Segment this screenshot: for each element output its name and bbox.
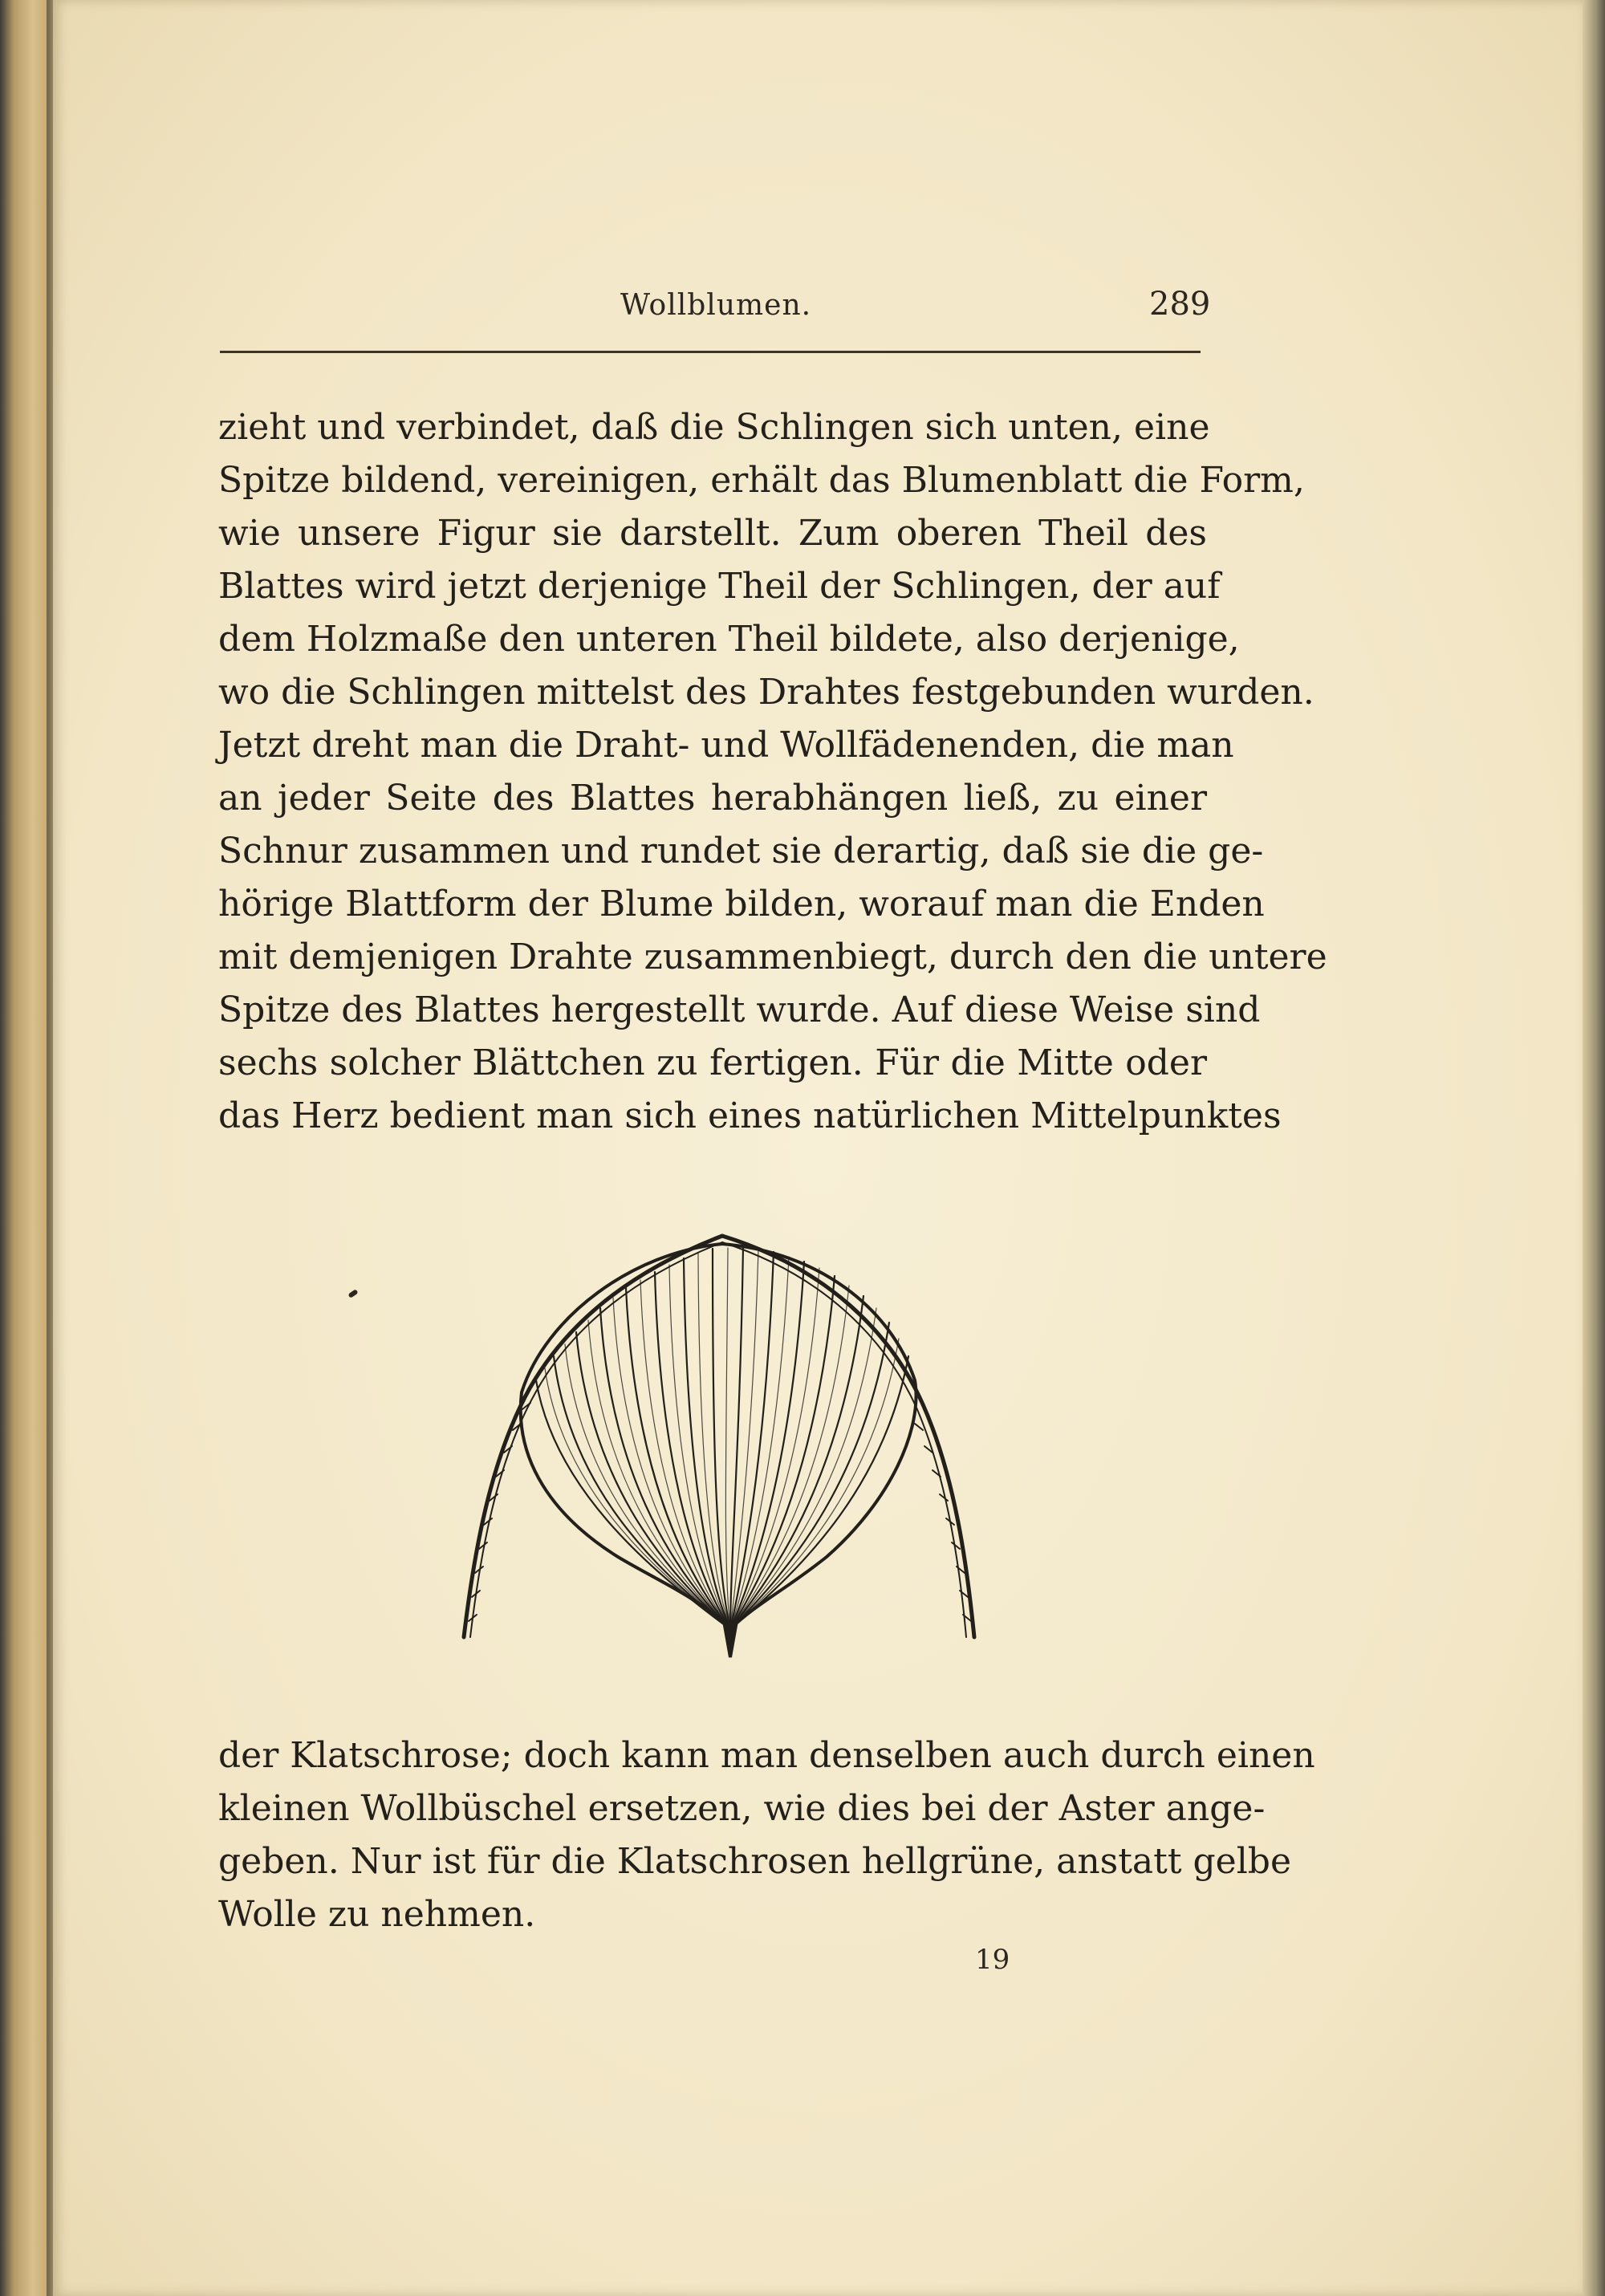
header-rule [220, 351, 1201, 353]
text-line: dem Holzmaße den unteren Theil bildete, also derjenige, [218, 619, 1240, 660]
text-line: Blattes wird jetzt derjenige Theil der Schlingen, der auf [218, 566, 1221, 607]
text-line: wie unsere Figur sie darstellt. Zum oberen Theil des [218, 513, 1207, 554]
running-head [0, 286, 1605, 337]
text-line: Jetzt dreht man die Draht- und Wollfädenenden, die man [218, 725, 1234, 766]
book-page [53, 0, 1583, 2296]
text-line: geben. Nur ist für die Klatschrosen hellgrüne, anstatt gelbe [218, 1841, 1291, 1882]
text-line: wo die Schlingen mittelst des Drahtes festgebunden wurden. [218, 672, 1314, 713]
text-line: Schnur zusammen und rundet sie derartig, daß sie die ge- [218, 831, 1264, 872]
text-line: Wolle zu nehmen. [218, 1894, 536, 1935]
petal-outline [521, 1244, 916, 1629]
text-line: Spitze des Blattes hergestellt wurde. Auf diese Weise sind [218, 990, 1261, 1030]
page-number: 289 [1149, 286, 1211, 323]
printer-signature: 19 [975, 1944, 1010, 1976]
body-text-upper [218, 401, 1327, 1143]
text-line: das Herz bedient man sich eines natürlichen Mittelpunktes [218, 1095, 1282, 1136]
text-line: der Klatschrose; doch kann man denselben auch durch einen [218, 1735, 1315, 1776]
body-text-lower [218, 1729, 1315, 1941]
text-line: an jeder Seite des Blattes herabhängen ließ, zu einer [218, 778, 1207, 819]
text-line: zieht und verbindet, daß die Schlingen sich unten, eine [218, 407, 1210, 448]
text-line: mit demjenigen Drahte zusammenbiegt, durch den die untere [218, 937, 1327, 977]
right-page-edge [1583, 0, 1605, 2296]
text-line: hörige Blattform der Blume bilden, worauf man die Enden [218, 884, 1265, 924]
petal-illustration [441, 1220, 1003, 1669]
running-head-title: Wollblumen. [620, 289, 812, 322]
text-line: Spitze bildend, vereinigen, erhält das Blumenblatt die Form, [218, 460, 1305, 501]
left-page-edge [0, 0, 47, 2296]
text-line: sechs solcher Blättchen zu fertigen. Für die Mitte oder [218, 1042, 1207, 1083]
text-line: kleinen Wollbüschel ersetzen, wie dies bei der Aster ange- [218, 1788, 1266, 1829]
